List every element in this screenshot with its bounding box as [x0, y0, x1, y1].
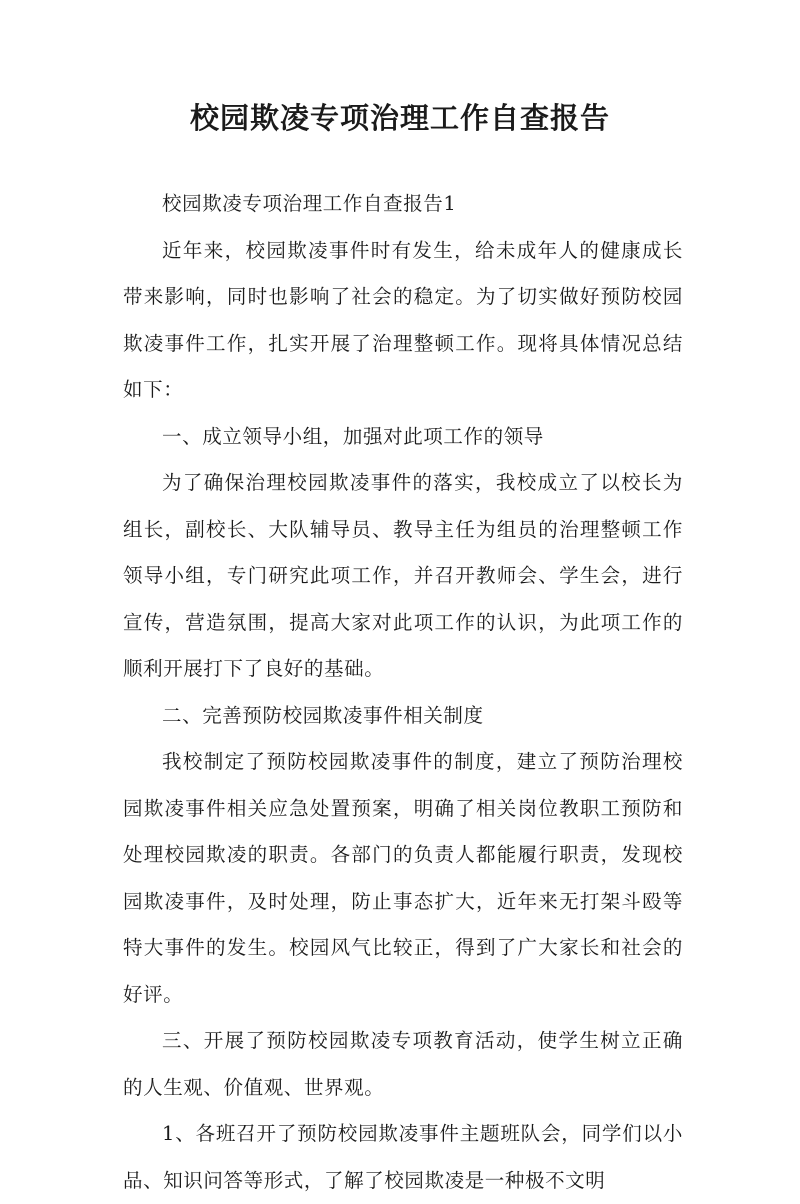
- document-title: 校园欺凌专项治理工作自查报告: [189, 101, 610, 135]
- document-body: [123, 181, 683, 1204]
- section-3-item-1: 1、各班召开了预防校园欺凌事件主题班队会，同学们以小品、知识问答等形式，了解了校园欺凌是一种极不文明: [123, 1122, 683, 1192]
- report-subtitle: 校园欺凌专项治理工作自查报告1: [162, 192, 457, 215]
- section-1-paragraph: 为了确保治理校园欺凌事件的落实，我校成立了以校长为组长，副校长、大队辅导员、教导主任为组员的治理整顿工作领导小组，专门研究此项工作，并召开教师会、学生会，进行宣传，营造氛围，提高大家对此项工作的认识，为此项工作的顺利开展打下了良好的基础。: [123, 471, 683, 680]
- intro-paragraph: 近年来，校园欺凌事件时有发生，给未成年人的健康成长带来影响，同时也影响了社会的稳定。为了切实做好预防校园欺凌事件工作，扎实开展了治理整顿工作。现将具体情况总结如下：: [123, 238, 683, 401]
- section-heading-2: 二、完善预防校园欺凌事件相关制度: [162, 703, 484, 727]
- section-2-paragraph: 我校制定了预防校园欺凌事件的制度，建立了预防治理校园欺凌事件相关应急处置预案，明确了相关岗位教职工预防和处理校园欺凌的职责。各部门的负责人都能履行职责，发现校园欺凌事件，及时处理，防止事态扩大，近年来无打架斗殴等特大事件的发生。校园风气比较正，得到了广大家长和社会的好评。: [123, 750, 683, 1006]
- section-heading-1: 一、成立领导小组，加强对此项工作的领导: [162, 424, 544, 448]
- section-heading-3: 三、开展了预防校园欺凌专项教育活动，使学生树立正确的人生观、价值观、世界观。: [123, 1029, 683, 1099]
